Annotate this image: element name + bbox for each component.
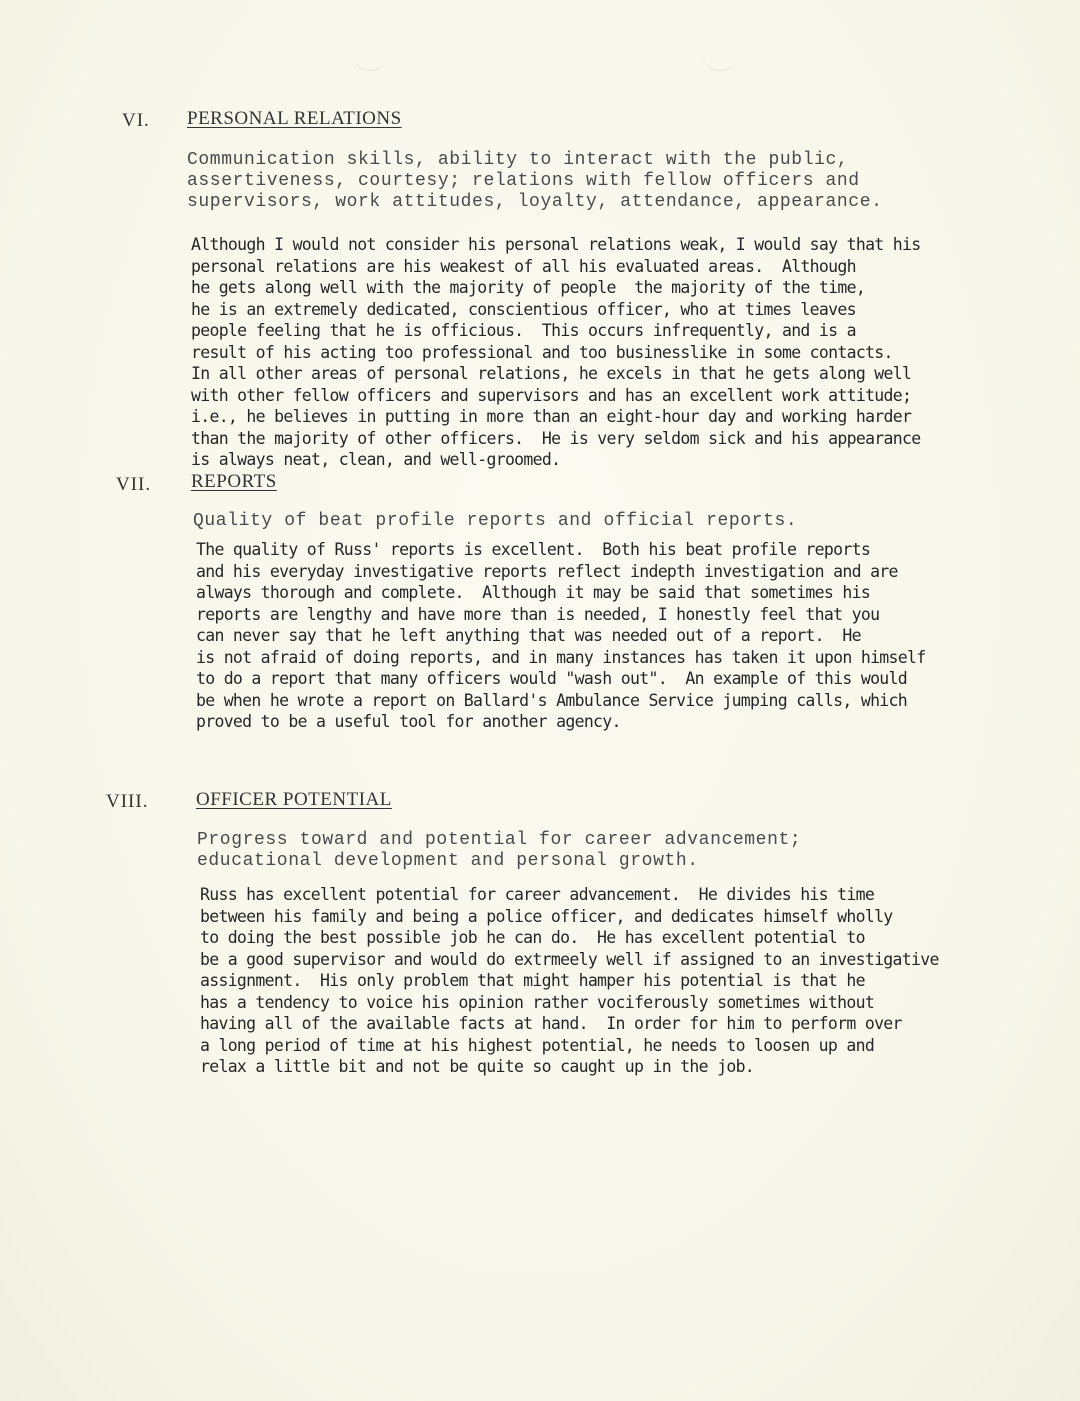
section-numeral: VI.: [122, 110, 150, 131]
punch-hole-right: [702, 52, 738, 71]
section-numeral: VIII.: [106, 791, 149, 812]
section-body: Russ has excellent potential for career advancement. He divides his time between his family and being a police officer, and dedicates himself wholly to doing the best possible job he can do. He has excellent potential to be a good supervisor and would do extrmeely well if assigned to an investigative assignment. His only problem that might hamper his potential is that he has a tendency to voice his opinion rather vociferously sometimes without having all of the available facts at hand. In order for him to perform over a long period of time at his highest potential, he needs to loosen up and relax a little bit and not be quite so caught up in the job.: [200, 885, 939, 1076]
punch-hole-left: [352, 52, 388, 71]
section-heading: REPORTS: [191, 471, 277, 492]
section-body: Although I would not consider his personal relations weak, I would say that his personal relations are his weakest of all his evaluated areas. Although he gets along well with the majority of people the majority of the time, he is an extremely dedicated, conscientious officer, who at times leaves people feeling that he is officious. This occurs infrequently, and is a result of his acting too professional and too businesslike in some contacts. In all other areas of personal relations, he excels in that he gets along well with other fellow officers and supervisors and has an excellent work attitude; i.e., he believes in putting in more than an eight-hour day and working harder than the majority of other officers. He is very seldom sick and his appearance is always neat, clean, and well-groomed.: [191, 235, 921, 469]
section-heading: PERSONAL RELATIONS: [187, 108, 402, 129]
section-criteria: Communication skills, ability to interact with the public, assertiveness, courtesy; relations with fellow officers and supervisors, work attitudes, loyalty, attendance, appearance.: [187, 150, 883, 212]
section-body: The quality of Russ' reports is excellent. Both his beat profile reports and his everyday investigative reports reflect indepth investigation and are always thorough and complete. Although it may be said that sometimes his reports are lengthy and have more than is needed, I honestly feel that you can never say that he left anything that was needed out of a report. He is not afraid of doing reports, and in many instances has taken it upon himself to do a report that many officers would "wash out". An example of this would be when he wrote a report on Ballard's Ambulance Service jumping calls, which proved to be a useful tool for another agency.: [196, 540, 926, 731]
section-criteria: Progress toward and potential for career advancement; educational development and personal growth.: [197, 830, 802, 871]
section-heading: OFFICER POTENTIAL: [196, 789, 392, 810]
section-numeral: VII.: [116, 474, 152, 495]
section-criteria: Quality of beat profile reports and official reports.: [193, 511, 798, 531]
